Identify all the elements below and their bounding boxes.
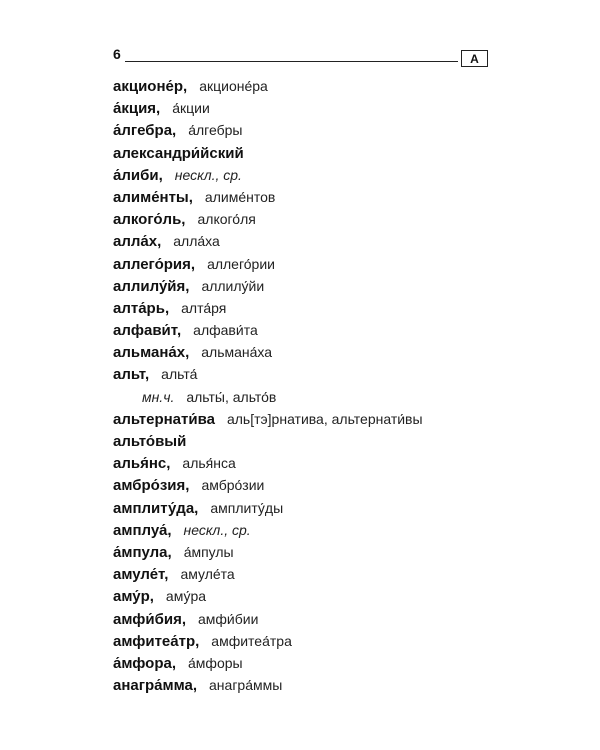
entry [113,408,533,430]
entry-headword: а́мпула, [113,543,172,561]
entry-grammar: алфави́та [193,322,258,339]
entry [113,608,533,630]
entry-headword: а́лгебра, [113,122,177,140]
entry [113,452,533,474]
entry [113,142,533,164]
entry-grammar: а́мфоры [188,654,243,671]
entry-grammar: нескл., ср. [174,166,242,183]
entry-headword: амфи́бия, [113,610,186,628]
entry [113,474,533,496]
entry [113,563,533,585]
entry-grammar: аль[тэ]рнатива, альтернати́вы [226,410,423,427]
entry [113,253,533,275]
entry [113,230,533,252]
entry-grammar: аму́ра [165,588,207,605]
entry-grammar: акционе́ра [199,78,268,94]
entry-headword: альмана́х, [113,344,190,362]
entry [113,275,533,297]
entry-headword: амуле́т, [113,566,169,584]
entry-headword: алкого́ль, [113,211,186,229]
entry-grammar: аллего́рии [207,255,275,272]
entry-headword: аллего́рия, [113,255,196,273]
entry [113,186,533,208]
entry-headword: амплуа́, [113,521,172,539]
header-rule [125,61,458,62]
entry-grammar: аллилу́йи [201,277,265,294]
entry-grammar: амбро́зии [201,477,265,494]
entry-grammar: а́мпулы [183,543,234,560]
entry-headword: а́либи, [113,166,163,184]
entry-headword: алла́х, [113,233,162,251]
entry [113,541,533,563]
entry [113,319,533,341]
entry-headword: амфитеа́тр, [113,632,200,650]
entry-headword: алья́нс, [113,455,171,473]
page-number: 6 [113,46,121,62]
entry-grammar: альта́ [161,366,198,383]
entry-headword: акционе́р, [113,78,188,95]
entry [113,119,533,141]
entry-headword: алиме́нты, [113,188,193,206]
entry [113,519,533,541]
entry-plural-subline [113,386,533,408]
entry [113,208,533,230]
entry-grammar: алья́нса [182,455,236,472]
entry-grammar: алкого́ля [197,211,256,228]
entry [113,674,533,696]
entry [113,97,533,119]
entry-grammar: амфи́бии [198,610,259,627]
entry [113,341,533,363]
entry-grammar: алла́ха [173,233,220,250]
entry [113,297,533,319]
entry-headword: а́мфора, [113,654,177,672]
dictionary-entries [113,75,533,696]
entry-headword: альто́вый [113,433,187,450]
entry-grammar: амплиту́ды [210,499,284,516]
entry [113,630,533,652]
entry-headword: алта́рь, [113,299,170,317]
entry-grammar: анагра́ммы [209,677,283,694]
entry [113,363,533,385]
entry [113,652,533,674]
entry [113,430,533,452]
entry-grammar: альты́, альто́в [186,388,277,405]
entry-sub-label: мн.ч. [142,388,175,405]
entry-headword: а́кция, [113,100,161,118]
entry-grammar: альмана́ха [201,344,273,361]
section-letter-box: А [461,50,488,67]
entry-grammar: алиме́нтов [204,188,276,205]
entry-grammar: а́кции [172,100,210,117]
entry [113,497,533,519]
entry-grammar: а́лгебры [188,122,243,139]
entry-headword: аллилу́йя, [113,277,190,295]
entry-grammar: амфитеа́тра [211,632,292,649]
entry [113,585,533,607]
entry-headword: альтернати́ва [113,410,215,428]
entry-headword: альт, [113,366,150,384]
entry-headword: аму́р, [113,588,154,606]
entry-headword: амплиту́да, [113,499,199,517]
entry-headword: алфави́т, [113,322,182,340]
entry [113,164,533,186]
entry-headword: амбро́зия, [113,477,190,495]
entry-grammar: нескл., ср. [183,521,251,538]
entry-grammar: амуле́та [180,566,235,583]
entry-headword: анагра́мма, [113,677,198,695]
entry-headword: александри́йский [113,144,244,162]
entry-grammar: алта́ря [181,299,227,316]
entry [113,75,533,97]
